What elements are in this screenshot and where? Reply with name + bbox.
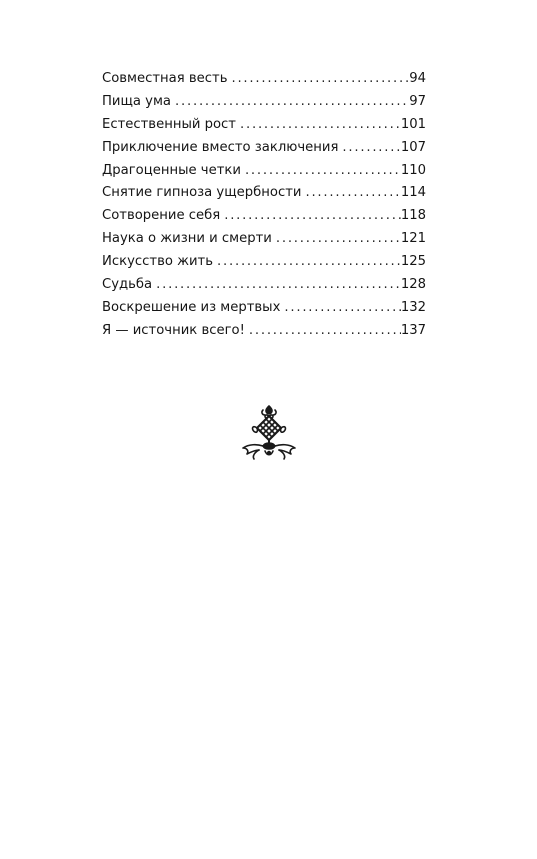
toc-entry-page: 107 (400, 139, 426, 155)
dot-leader (227, 68, 409, 91)
toc-entry-title: Сотворение себя (102, 208, 221, 224)
dot-leader (241, 160, 401, 183)
toc-entry-title: Драгоценные четки (102, 162, 241, 178)
toc-entry-title: Снятие гипноза ущербности (102, 185, 302, 201)
toc-entry-title: Пища ума (102, 93, 172, 109)
toc-entry (102, 205, 426, 228)
toc-entry-page: 128 (400, 277, 426, 293)
dot-leader (301, 182, 400, 205)
toc-entry-title: Воскрешение из мертвых (102, 299, 281, 315)
toc-entry (102, 137, 426, 160)
toc-entry-title: Судьба (102, 277, 153, 293)
dot-leader (171, 91, 409, 114)
dot-leader (272, 228, 401, 251)
toc-entry-page: 101 (400, 116, 426, 132)
toc-entry-page: 121 (400, 231, 426, 247)
toc-entry (102, 91, 426, 114)
toc-entry (102, 297, 426, 320)
toc-entry (102, 320, 426, 343)
toc-entry-title: Естественный рост (102, 116, 236, 132)
toc-entry (102, 182, 426, 205)
table-of-contents (102, 68, 426, 343)
dot-leader (338, 137, 400, 160)
toc-entry-page: 110 (400, 162, 426, 178)
toc-entry-title: Приключение вместо заключения (102, 139, 339, 155)
toc-entry-page: 125 (400, 254, 426, 270)
toc-entry (102, 68, 426, 91)
toc-entry-page: 114 (400, 185, 426, 201)
toc-entry-title: Искусство жить (102, 254, 214, 270)
toc-entry (102, 114, 426, 137)
toc-entry (102, 160, 426, 183)
dot-leader (220, 205, 401, 228)
dot-leader (213, 251, 401, 274)
toc-entry (102, 274, 426, 297)
toc-entry (102, 251, 426, 274)
toc-entry-page: 137 (400, 322, 426, 338)
toc-entry-title: Я — источник всего! (102, 322, 245, 338)
toc-entry-page: 94 (409, 71, 426, 86)
toc-entry-title: Наука о жизни и смерти (102, 231, 272, 247)
dot-leader (245, 320, 401, 343)
toc-entry-page: 118 (400, 208, 426, 224)
toc-entry (102, 228, 426, 251)
toc-entry-page: 132 (400, 299, 426, 315)
dot-leader (236, 114, 401, 137)
endless-knot-icon (237, 404, 301, 464)
dot-leader (152, 274, 401, 297)
dot-leader (280, 297, 400, 320)
toc-entry-page: 97 (409, 93, 426, 109)
toc-entry-title: Совместная весть (102, 71, 228, 86)
